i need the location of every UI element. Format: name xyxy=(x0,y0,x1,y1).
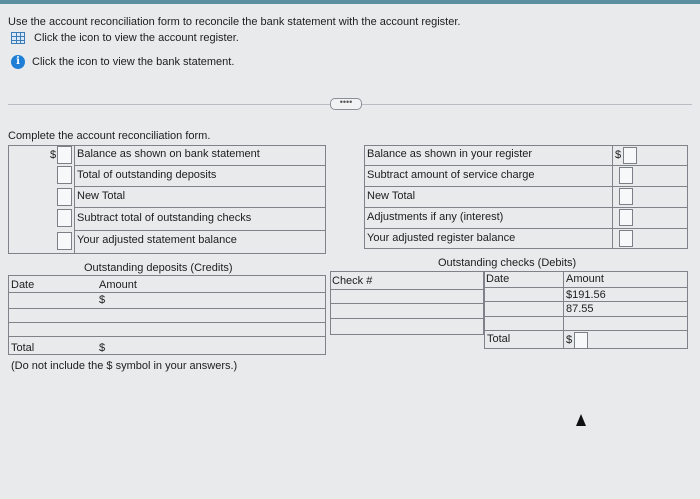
column-divider xyxy=(563,271,564,349)
row-divider xyxy=(8,308,326,309)
row-divider xyxy=(364,186,688,187)
expand-more-button[interactable]: •••• xyxy=(330,98,362,110)
deposit-amount-prefix: $ xyxy=(99,294,106,306)
row-divider xyxy=(74,186,326,187)
outstanding-deposits-label: Total of outstanding deposits xyxy=(77,169,217,181)
row-divider xyxy=(8,292,326,293)
column-divider xyxy=(74,145,75,254)
answer-format-note: (Do not include the $ symbol in your answers.) xyxy=(11,360,238,372)
checks-total-input[interactable] xyxy=(574,332,588,349)
dollar-sign: $ xyxy=(50,149,57,161)
instructions-text: Use the account reconciliation form to reconcile the bank statement with the account register. xyxy=(8,16,461,28)
row-divider xyxy=(484,316,688,317)
adjusted-register-input[interactable] xyxy=(619,230,633,247)
column-divider xyxy=(612,145,613,249)
row-divider xyxy=(330,289,484,290)
row-divider xyxy=(74,165,326,166)
subtract-checks-label: Subtract total of outstanding checks xyxy=(77,212,252,224)
bank-balance-label: Balance as shown on bank statement xyxy=(77,148,260,160)
info-icon[interactable]: i xyxy=(11,55,25,69)
adjusted-statement-balance-input[interactable] xyxy=(57,232,72,250)
check-amount-1: $191.56 xyxy=(566,289,606,301)
deposits-total-label: Total xyxy=(11,342,35,354)
row-divider xyxy=(330,318,484,319)
checks-amount-header: Amount xyxy=(566,273,604,285)
adjustments-input[interactable] xyxy=(619,209,633,226)
row-divider xyxy=(8,322,326,323)
row-divider xyxy=(484,330,688,331)
checks-date-header: Date xyxy=(486,273,510,285)
form-heading: Complete the account reconciliation form. xyxy=(8,130,211,142)
adjusted-register-label: Your adjusted register balance xyxy=(367,232,516,244)
deposits-date-header: Date xyxy=(11,279,35,291)
row-divider xyxy=(74,207,326,208)
register-new-total-label: New Total xyxy=(367,190,416,202)
checks-title: Outstanding checks (Debits) xyxy=(438,257,577,269)
deposits-total-prefix: $ xyxy=(99,342,106,354)
row-divider xyxy=(364,207,688,208)
adjusted-statement-label: Your adjusted statement balance xyxy=(77,234,237,246)
deposits-amount-header: Amount xyxy=(99,279,137,291)
register-new-total-input[interactable] xyxy=(619,188,633,205)
statement-link-text: Click the icon to view the bank statement. xyxy=(32,56,235,68)
deposits-title: Outstanding deposits (Credits) xyxy=(84,262,233,274)
register-balance-input[interactable] xyxy=(623,147,637,164)
account-register-icon[interactable] xyxy=(11,32,25,44)
row-divider xyxy=(330,303,484,304)
register-balance-label: Balance as shown in your register xyxy=(367,148,533,160)
outstanding-deposits-input[interactable] xyxy=(57,166,72,184)
new-total-label: New Total xyxy=(77,190,126,202)
row-divider xyxy=(364,165,688,166)
bank-balance-input[interactable] xyxy=(57,146,72,164)
row-divider xyxy=(74,230,326,231)
top-accent-bar xyxy=(0,0,700,4)
checks-total-prefix: $ xyxy=(566,334,573,346)
register-link-text: Click the icon to view the account register. xyxy=(34,32,239,44)
mouse-cursor-icon xyxy=(576,414,586,426)
row-divider xyxy=(8,336,326,337)
row-divider xyxy=(484,301,688,302)
service-charge-label: Subtract amount of service charge xyxy=(367,169,535,181)
check-amount-2: 87.55 xyxy=(566,303,594,315)
dollar-sign: $ xyxy=(615,149,622,161)
row-divider xyxy=(364,228,688,229)
outstanding-deposits-table xyxy=(8,275,326,355)
adjustments-label: Adjustments if any (interest) xyxy=(367,211,504,223)
service-charge-input[interactable] xyxy=(619,167,633,184)
row-divider xyxy=(484,287,688,288)
checks-total-label: Total xyxy=(487,333,511,345)
new-total-input[interactable] xyxy=(57,188,72,206)
check-number-header: Check # xyxy=(332,275,373,287)
outstanding-checks-input[interactable] xyxy=(57,209,72,227)
